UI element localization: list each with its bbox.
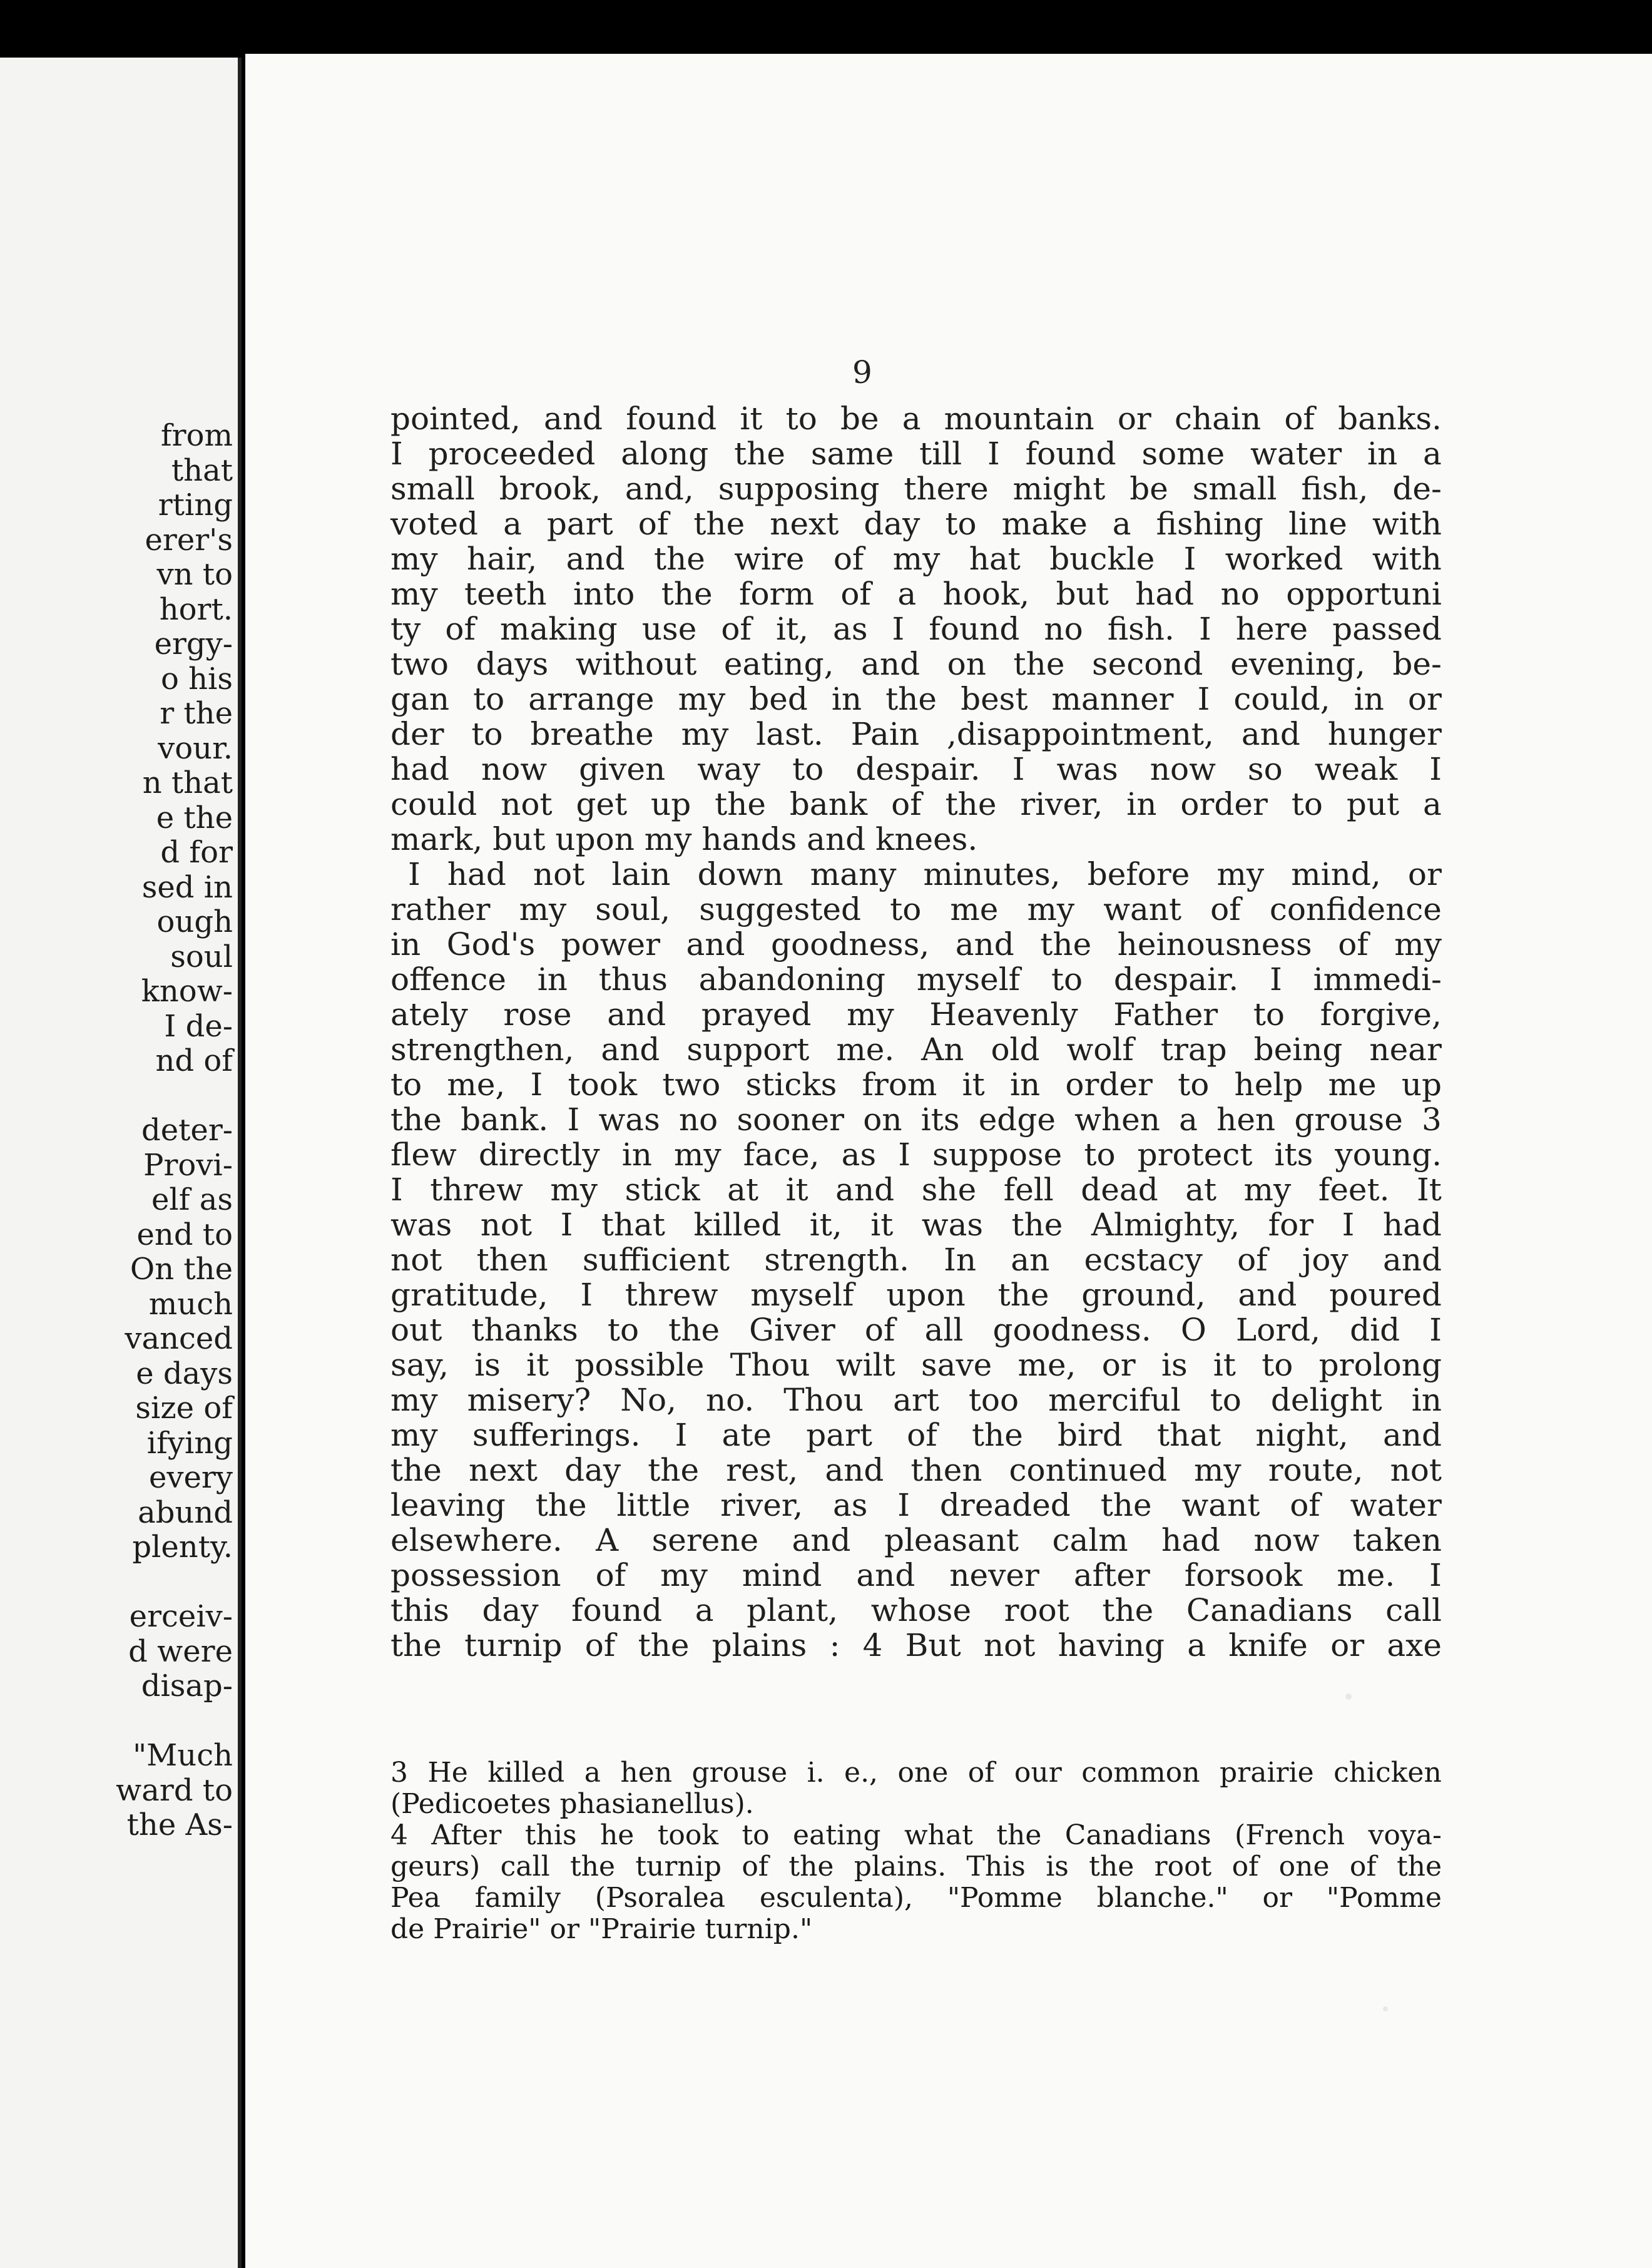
body-line: my hair, and the wire of my hat buckle I worked with [390, 541, 1442, 577]
left-page-line: vn to [156, 557, 233, 592]
left-page-line: sed in [141, 869, 233, 905]
left-page-line: e days [136, 1356, 233, 1391]
left-page-line: erceiv- [129, 1599, 233, 1634]
left-page-line: deter- [141, 1113, 233, 1148]
footnote-line: (Pedicoetes phasianellus). [390, 1788, 754, 1820]
left-page-line: r the [160, 696, 233, 731]
body-line: offence in thus abandoning myself to despair. I immedi- [390, 961, 1442, 998]
left-facing-page [0, 58, 242, 2268]
left-page-line: disap- [141, 1668, 233, 1704]
left-page-line: from [160, 418, 233, 453]
body-line: out thanks to the Giver of all goodness. O Lord, did I [390, 1312, 1442, 1348]
footnote-line: geurs) call the turnip of the plains. This is the root of one of the [390, 1851, 1442, 1882]
left-page-line: Provi- [143, 1147, 233, 1183]
body-line: voted a part of the next day to make a fishing line with [390, 506, 1442, 542]
left-page-line: ward to [116, 1772, 233, 1808]
left-page-line: vour. [158, 730, 233, 766]
left-page-line: ough [156, 904, 233, 939]
left-page-line: e the [156, 800, 233, 835]
footnote-line: 3 He killed a hen grouse i. e., one of our common prairie chicken [390, 1757, 1442, 1789]
left-page-line: d were [128, 1633, 233, 1669]
footnote-line: 4 After this he took to eating what the Canadians (French voya- [390, 1819, 1442, 1851]
page-number: 9 [852, 354, 872, 391]
body-line: ty of making use of it, as I found no fish. I here passed [390, 611, 1442, 647]
body-line: say, is it possible Thou wilt save me, or is it to prolong [390, 1347, 1442, 1383]
left-page-line: hort. [159, 591, 233, 627]
body-line: leaving the little river, as I dreaded the want of water [390, 1487, 1442, 1523]
left-page-line: know- [141, 974, 233, 1009]
body-line: my misery? No, no. Thou art too merciful to delight in [390, 1382, 1442, 1418]
body-line: pointed, and found it to be a mountain or chain of banks. [390, 401, 1442, 437]
left-page-line: the As- [126, 1807, 233, 1842]
body-line: in God's power and goodness, and the heinousness of my [390, 926, 1442, 963]
body-line: rather my soul, suggested to me my want of confidence [390, 891, 1442, 927]
left-page-line: nd of [155, 1043, 233, 1078]
footnote-line: de Prairie" or "Prairie turnip." [390, 1913, 813, 1945]
body-line: my sufferings. I ate part of the bird that night, and [390, 1417, 1442, 1453]
left-page-line: size of [135, 1391, 233, 1426]
footnotes [390, 1757, 1442, 1945]
body-line: was not I that killed it, it was the Almighty, for I had [390, 1207, 1442, 1243]
left-page-line: erer's [145, 522, 233, 558]
left-page-line: "Much [133, 1738, 233, 1773]
body-line: to me, I took two sticks from it in order to help me up [390, 1066, 1442, 1103]
body-line: two days without eating, and on the second evening, be- [390, 646, 1442, 682]
body-line: this day found a plant, whose root the Canadians call [390, 1592, 1442, 1628]
footnote-line: Pea family (Psoralea esculenta), "Pomme blanche." or "Pomme [390, 1882, 1442, 1914]
left-page-line: soul [170, 939, 233, 974]
body-line: strengthen, and support me. An old wolf trap being near [390, 1031, 1442, 1068]
body-text [390, 401, 1442, 1663]
body-line: I proceeded along the same till I found some water in a [390, 436, 1442, 472]
left-page-line: I de- [164, 1008, 233, 1044]
body-line: not then sufficient strength. In an ecstacy of joy and [390, 1242, 1442, 1278]
left-page-line: d for [160, 835, 233, 870]
body-line: mark, but upon my hands and knees. [390, 821, 978, 857]
left-page-line: elf as [151, 1182, 233, 1217]
left-page-line: plenty. [132, 1530, 233, 1565]
main-page [245, 54, 1652, 2268]
left-page-line: o his [160, 661, 233, 697]
left-page-line: that [171, 452, 233, 488]
body-line: I threw my stick at it and she fell dead at my feet. It [390, 1172, 1442, 1208]
left-page-line: vanced [125, 1321, 233, 1356]
body-line: could not get up the bank of the river, in order to put a [390, 786, 1442, 822]
body-line: der to breathe my last. Pain ,disappointment, and hunger [390, 716, 1442, 752]
body-line: had now given way to despair. I was now so weak I [390, 751, 1442, 787]
left-page-line: every [149, 1460, 233, 1495]
left-page-line: rting [158, 488, 233, 523]
body-line: possession of my mind and never after forsook me. I [390, 1557, 1442, 1593]
paper-speck [1383, 2006, 1388, 2011]
body-line: my teeth into the form of a hook, but had no opportuni [390, 576, 1442, 612]
body-line: the bank. I was no sooner on its edge when a hen grouse 3 [390, 1101, 1442, 1138]
left-page-line: ergy- [154, 626, 233, 662]
body-line: elsewhere. A serene and pleasant calm had now taken [390, 1522, 1442, 1558]
paper-speck [1345, 1693, 1352, 1700]
left-page-line: abund [138, 1494, 233, 1530]
body-line: flew directly in my face, as I suppose to protect its young. [390, 1137, 1442, 1173]
left-page-line: On the [130, 1252, 233, 1287]
body-line: I had not lain down many minutes, before my mind, or [408, 856, 1442, 892]
left-page-line: end to [136, 1217, 233, 1252]
left-page-line: n that [142, 765, 233, 800]
left-page-line: much [148, 1286, 233, 1322]
body-line: ately rose and prayed my Heavenly Father to forgive, [390, 996, 1442, 1033]
body-line: gan to arrange my bed in the best manner I could, in or [390, 681, 1442, 717]
left-page-line: ifying [146, 1425, 233, 1461]
body-line: gratitude, I threw myself upon the ground, and poured [390, 1277, 1442, 1313]
body-line: small brook, and, supposing there might be small fish, de- [390, 471, 1442, 507]
body-line: the turnip of the plains : 4 But not having a knife or axe [390, 1627, 1442, 1663]
body-line: the next day the rest, and then continued my route, not [390, 1452, 1442, 1488]
